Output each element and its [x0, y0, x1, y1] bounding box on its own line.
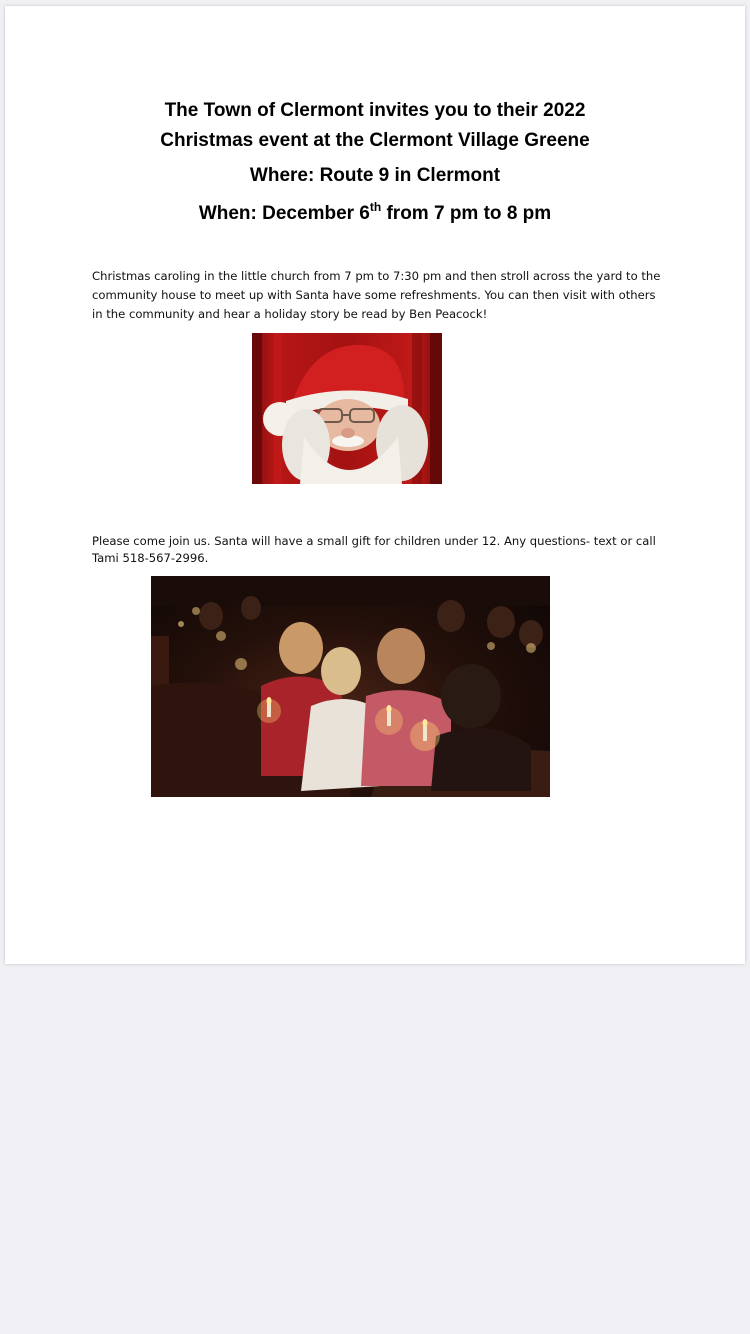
- title-line-2: Christmas event at the Clermont Village Greene: [160, 130, 590, 151]
- santa-photo: [252, 333, 442, 484]
- when-prefix: When: December 6: [198, 203, 370, 224]
- event-description: Christmas caroling in the little church from 7 pm to 7:30 pm and then stroll across the yard to the community house to meet up with Santa have some refreshments. You can then visit with others in the community and hear a holiday story be read by Ben Peacock!: [92, 269, 661, 321]
- event-title: [5, 96, 745, 156]
- event-date-time: [5, 202, 745, 226]
- when-suffix: from 7 pm to 8 pm: [381, 203, 552, 224]
- title-line-1: The Town of Clermont invites you to their 2022: [164, 100, 586, 121]
- candlelight-illustration: [151, 576, 550, 797]
- document-page: [5, 6, 745, 964]
- santa-illustration: [252, 333, 442, 484]
- date-ordinal-suffix: th: [369, 200, 382, 214]
- invitation-note: Please come join us. Santa will have a small gift for children under 12. Any questions- text or call Tami 518-567-2996.: [92, 534, 656, 565]
- candlelight-congregation-photo: [151, 576, 550, 797]
- event-location: Where: Route 9 in Clermont: [249, 165, 501, 186]
